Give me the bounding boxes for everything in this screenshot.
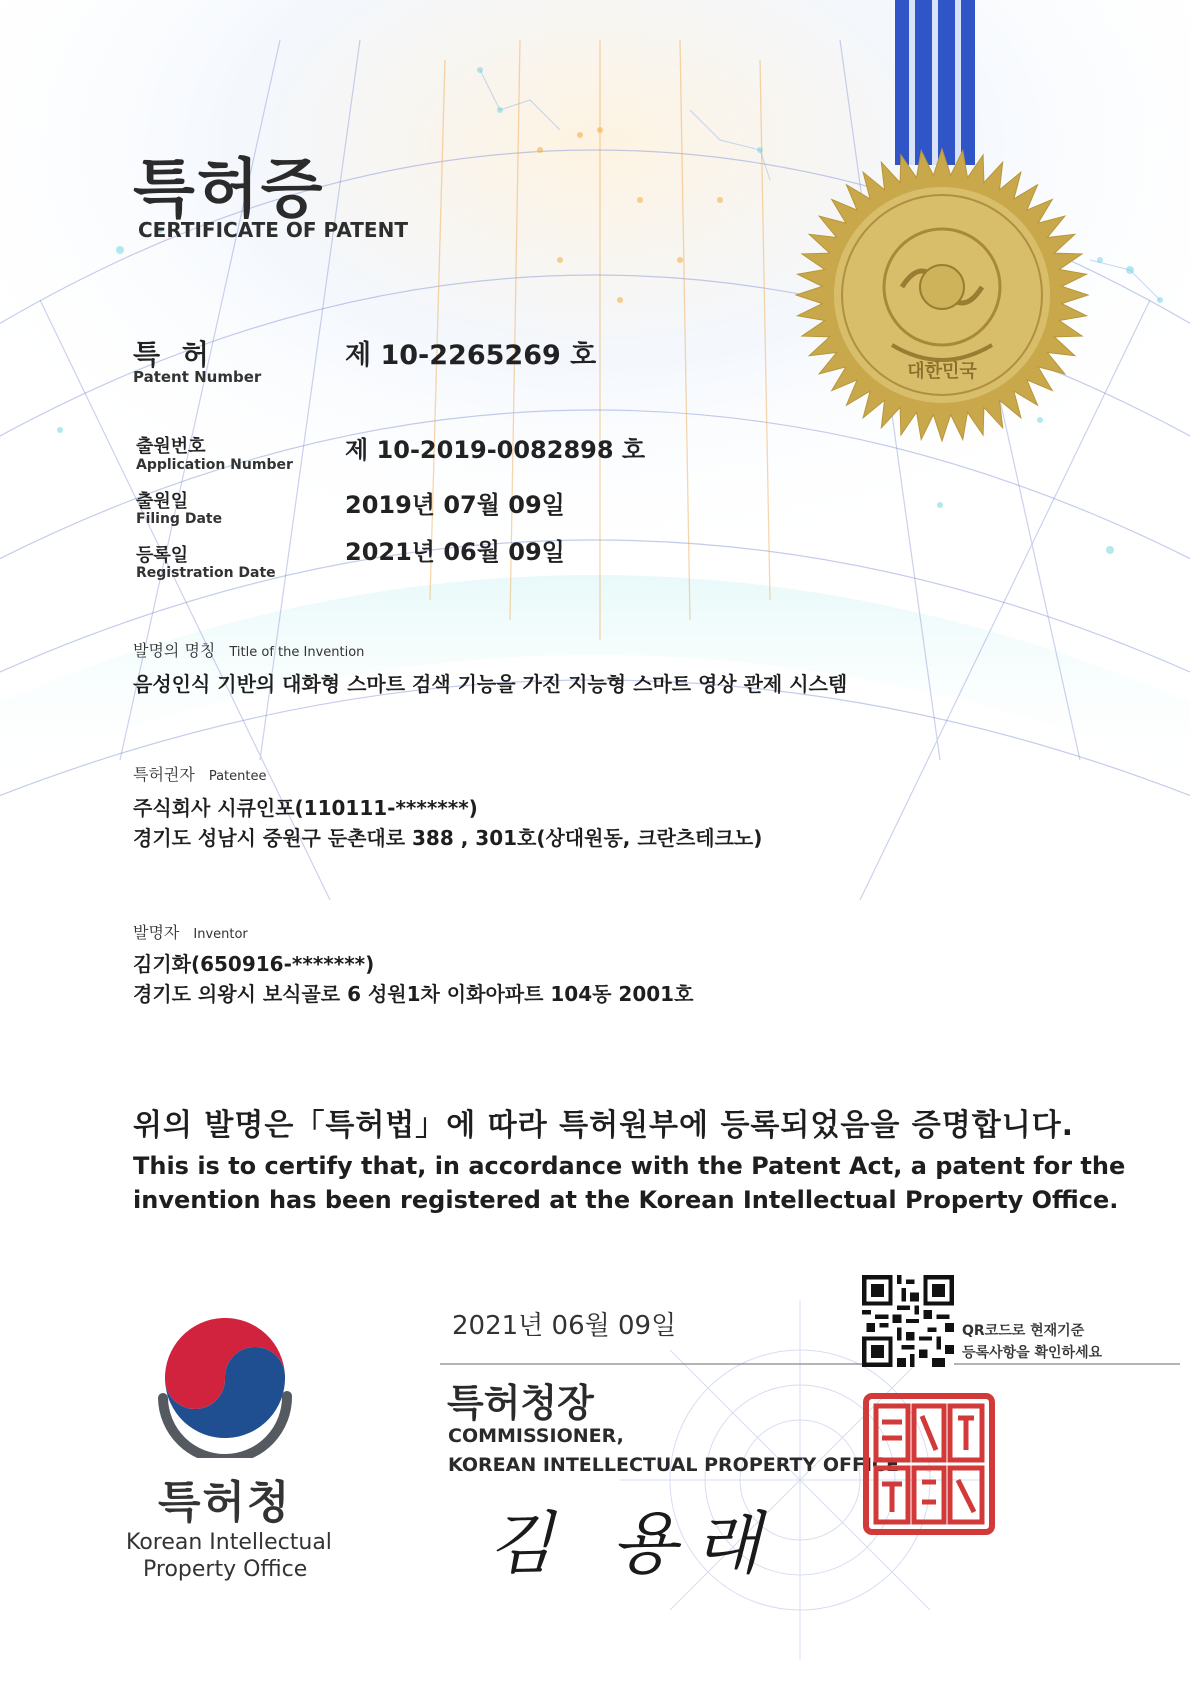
patentee-section-label bbox=[133, 762, 266, 785]
certification-statement-en-line1: This is to certify that, in accordance with the Patent Act, a patent for the bbox=[133, 1152, 1126, 1180]
issue-date: 2021년 06월 09일 bbox=[452, 1311, 677, 1341]
stamp-text: 특허청장인 bbox=[926, 1472, 932, 1473]
inventor-label: 발명자 bbox=[133, 923, 180, 942]
patentee-label-en: Patentee bbox=[208, 769, 267, 784]
inventor-address: 경기도 의왕시 보식골로 6 성원1차 이화아파트 104동 2001호 bbox=[133, 982, 694, 1006]
certificate-title: 특허증 bbox=[133, 153, 325, 227]
invention-section-label bbox=[133, 638, 364, 661]
commissioner-title-en-line1: COMMISSIONER, bbox=[448, 1425, 624, 1447]
qr-note-line1: QR코드로 현재기준 bbox=[962, 1323, 1085, 1339]
filing-date-label-en: Filing Date bbox=[136, 511, 223, 527]
invention-title: 음성인식 기반의 대화형 스마트 검색 기능을 가진 지능형 스마트 영상 관제 시스템 bbox=[133, 672, 848, 696]
invention-label-en: Title of the Invention bbox=[229, 645, 365, 660]
application-number-label-en: Application Number bbox=[136, 457, 293, 473]
commissioner-title-ko: 특허청장 bbox=[447, 1381, 594, 1425]
registration-date-value: 2021년 06월 09일 bbox=[345, 538, 565, 566]
patent-number-label-en: Patent Number bbox=[133, 368, 262, 386]
inventor-label-en: Inventor bbox=[193, 927, 248, 942]
registration-date-label: 등록일 bbox=[136, 545, 189, 566]
qr-note-line2: 등록사항을 확인하세요 bbox=[962, 1345, 1103, 1361]
inventor-section-label bbox=[133, 920, 248, 943]
patentee-address: 경기도 성남시 중원구 둔촌대로 388 , 301호(상대원동, 크란츠테크노) bbox=[133, 826, 763, 850]
patent-number-value: 제 10-2265269 호 bbox=[345, 340, 597, 371]
certification-statement-ko: 위의 발명은「특허법」에 따라 특허원부에 등록되었음을 증명합니다. bbox=[133, 1108, 1075, 1143]
invention-label: 발명의 명칭 bbox=[133, 641, 216, 660]
application-number-value: 제 10-2019-0082898 호 bbox=[345, 436, 646, 464]
qr-code-icon bbox=[862, 1275, 954, 1367]
office-name-en-line2: Property Office bbox=[143, 1557, 308, 1582]
patentee-name: 주식회사 시큐인포(110111-*******) bbox=[133, 796, 478, 820]
application-number-label: 출원번호 bbox=[136, 436, 206, 457]
official-stamp-icon bbox=[862, 1392, 996, 1536]
office-name-en-line1: Korean Intellectual bbox=[126, 1530, 332, 1555]
ribbon-icon bbox=[895, 0, 975, 165]
filing-date-label: 출원일 bbox=[136, 491, 189, 512]
seal-text: 대한민국 bbox=[907, 361, 977, 382]
signature: 김 용래 bbox=[488, 1505, 779, 1584]
inventor-name: 김기화(650916-*******) bbox=[133, 952, 375, 976]
office-name-ko: 특허청 bbox=[158, 1477, 292, 1528]
filing-date-value: 2019년 07월 09일 bbox=[345, 491, 565, 519]
certificate-subtitle: CERTIFICATE OF PATENT bbox=[138, 218, 408, 242]
gold-seal-icon bbox=[792, 145, 1092, 445]
patent-number-label: 특 허 bbox=[133, 338, 215, 371]
registration-date-label-en: Registration Date bbox=[136, 565, 276, 581]
kipo-logo-icon bbox=[155, 1318, 295, 1458]
patentee-label: 특허권자 bbox=[133, 765, 195, 784]
certification-statement-en-line2: invention has been registered at the Korean Intellectual Property Office. bbox=[133, 1186, 1119, 1214]
commissioner-title-en-line2: KOREAN INTELLECTUAL PROPERTY OFFICE bbox=[448, 1454, 899, 1476]
